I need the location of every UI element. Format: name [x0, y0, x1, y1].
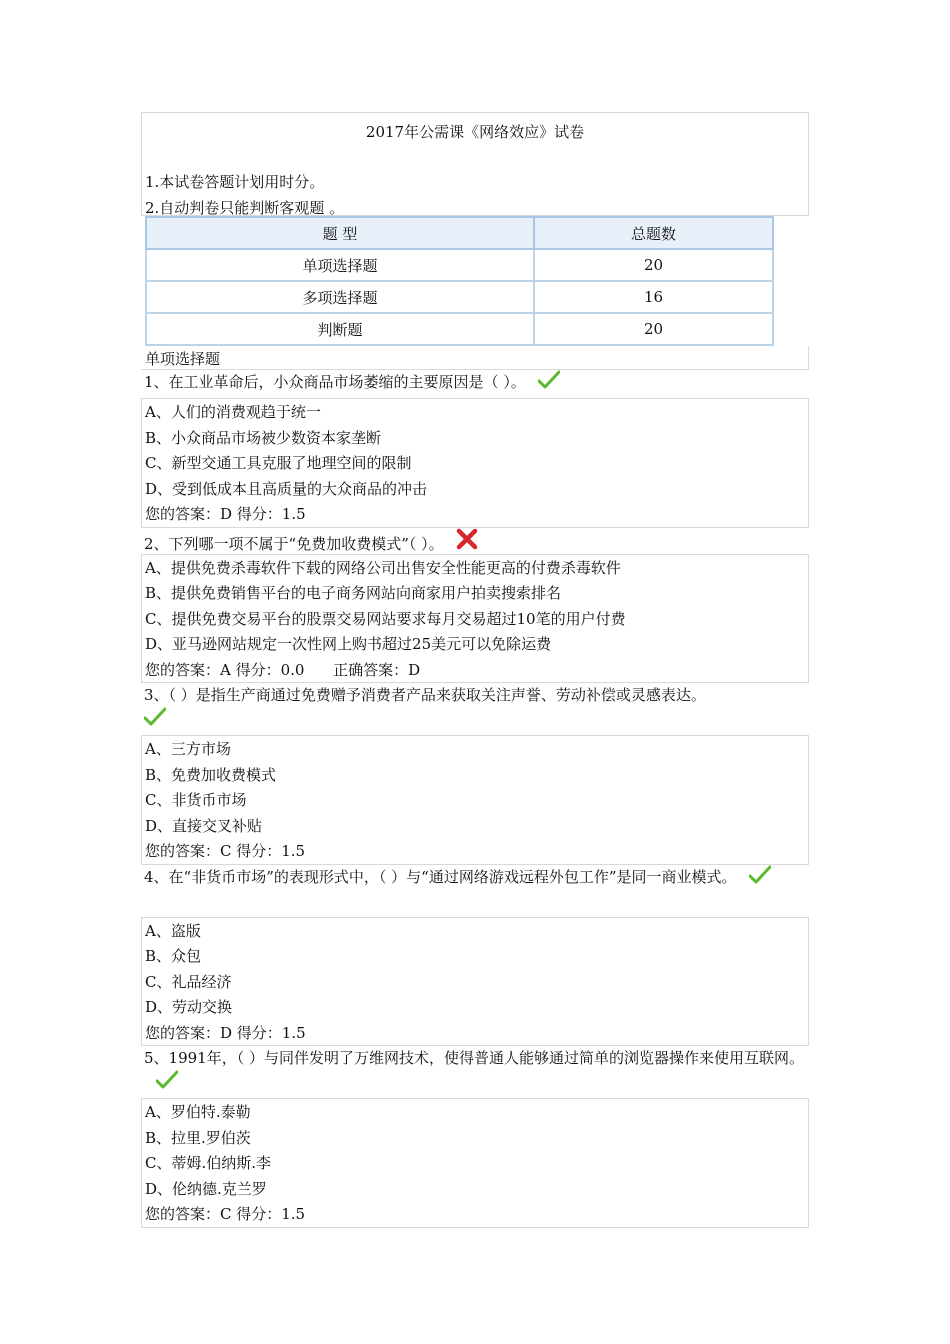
option-b: B、提供免费销售平台的电子商务网站向商家用户拍卖搜索排名: [145, 584, 562, 602]
option-a: A、盗版: [145, 921, 201, 940]
question-text: 3、（ ）是指生产商通过免费赠予消费者产品来获取关注声誉、劳动补偿或灵感表达。: [144, 686, 706, 704]
table-cell-count: 16: [534, 281, 773, 313]
question-3-title: [141, 683, 809, 735]
question-1-options: [141, 398, 809, 528]
table-row: [146, 249, 773, 281]
question-2-title: [141, 528, 809, 554]
exam-header: [141, 112, 809, 216]
table-cell-type: 单项选择题: [146, 249, 534, 281]
option-a: A、罗伯特.泰勒: [145, 1103, 251, 1121]
score-line: 您的答案：D 得分：1.5: [145, 505, 306, 523]
question-text: 5、1991年，（ ）与同伴发明了万维网技术，使得普通人能够通过简单的浏览器操作来使用互联网。: [144, 1049, 804, 1067]
table-row: [146, 313, 773, 345]
table-cell-count: 20: [534, 249, 773, 281]
check-icon: [144, 707, 166, 734]
section-title: 单项选择题: [141, 346, 809, 370]
question-4-title: [141, 865, 804, 917]
option-d: D、伦纳德.克兰罗: [145, 1179, 267, 1198]
option-a: A、人们的消费观趋于统一: [145, 403, 321, 421]
question-5-options: [141, 1098, 809, 1228]
page-title: 2017年公需课《网络效应》试卷: [365, 123, 585, 141]
table-cell-count: 20: [534, 313, 773, 345]
table-header-count: 总题数: [534, 217, 773, 249]
question-text: 4、在“非货币市场”的表现形式中，（ ）与“通过网络游戏远程外包工作”是同一商业模式。: [144, 867, 737, 886]
table-cell-type: 多项选择题: [146, 281, 534, 313]
option-b: B、免费加收费模式: [145, 765, 277, 784]
question-text: 2、下列哪一项不属于“免费加收费模式”（ ）。: [144, 534, 444, 553]
score-line: 您的答案：A 得分：0.0 正确答案：D: [145, 660, 421, 679]
option-c: C、新型交通工具克服了地理空间的限制: [145, 454, 412, 472]
check-icon: [749, 865, 771, 892]
question-3-options: [141, 735, 809, 865]
option-c: C、蒂姆.伯纳斯.李: [145, 1154, 272, 1172]
option-a: A、三方市场: [145, 740, 231, 758]
note-2: 2.自动判卷只能判断客观题 。: [145, 199, 345, 217]
option-d: D、劳动交换: [145, 998, 233, 1016]
table-header-row: [146, 217, 773, 249]
option-d: D、直接交叉补贴: [145, 816, 263, 835]
option-b: B、小众商品市场被少数资本家垄断: [145, 428, 382, 447]
option-b: B、众包: [145, 947, 202, 965]
table-header-type: 题 型: [146, 217, 534, 249]
question-1-title: [141, 370, 809, 398]
check-icon: [538, 370, 560, 397]
option-c: C、提供免费交易平台的股票交易网站要求每月交易超过10笔的用户付费: [145, 609, 626, 628]
score-line: 您的答案：C 得分：1.5: [145, 1205, 306, 1223]
option-c: C、非货币市场: [145, 791, 247, 809]
question-5-title: [141, 1046, 804, 1098]
question-2-options: [141, 554, 809, 684]
question-text: 1、在工业革命后，小众商品市场萎缩的主要原因是（ ）。: [144, 373, 526, 391]
score-line: 您的答案：D 得分：1.5: [145, 1023, 306, 1042]
note-1: 1.本试卷答题计划用时分。: [145, 173, 325, 191]
summary-table: [145, 216, 774, 346]
option-a: A、提供免费杀毒软件下载的网络公司出售安全性能更高的付费杀毒软件: [145, 558, 621, 577]
table-row: [146, 281, 773, 313]
option-d: D、亚马逊网站规定一次性网上购书超过25美元可以免除运费: [145, 635, 552, 653]
check-icon: [156, 1070, 178, 1097]
option-b: B、拉里.罗伯茨: [145, 1128, 251, 1147]
score-line: 您的答案：C 得分：1.5: [145, 842, 306, 860]
table-cell-type: 判断题: [146, 313, 534, 345]
option-c: C、礼品经济: [145, 972, 232, 991]
exam-page: [141, 112, 809, 1228]
option-d: D、受到低成本且高质量的大众商品的冲击: [145, 479, 428, 498]
question-4-options: [141, 917, 809, 1047]
cross-icon: [456, 528, 478, 557]
